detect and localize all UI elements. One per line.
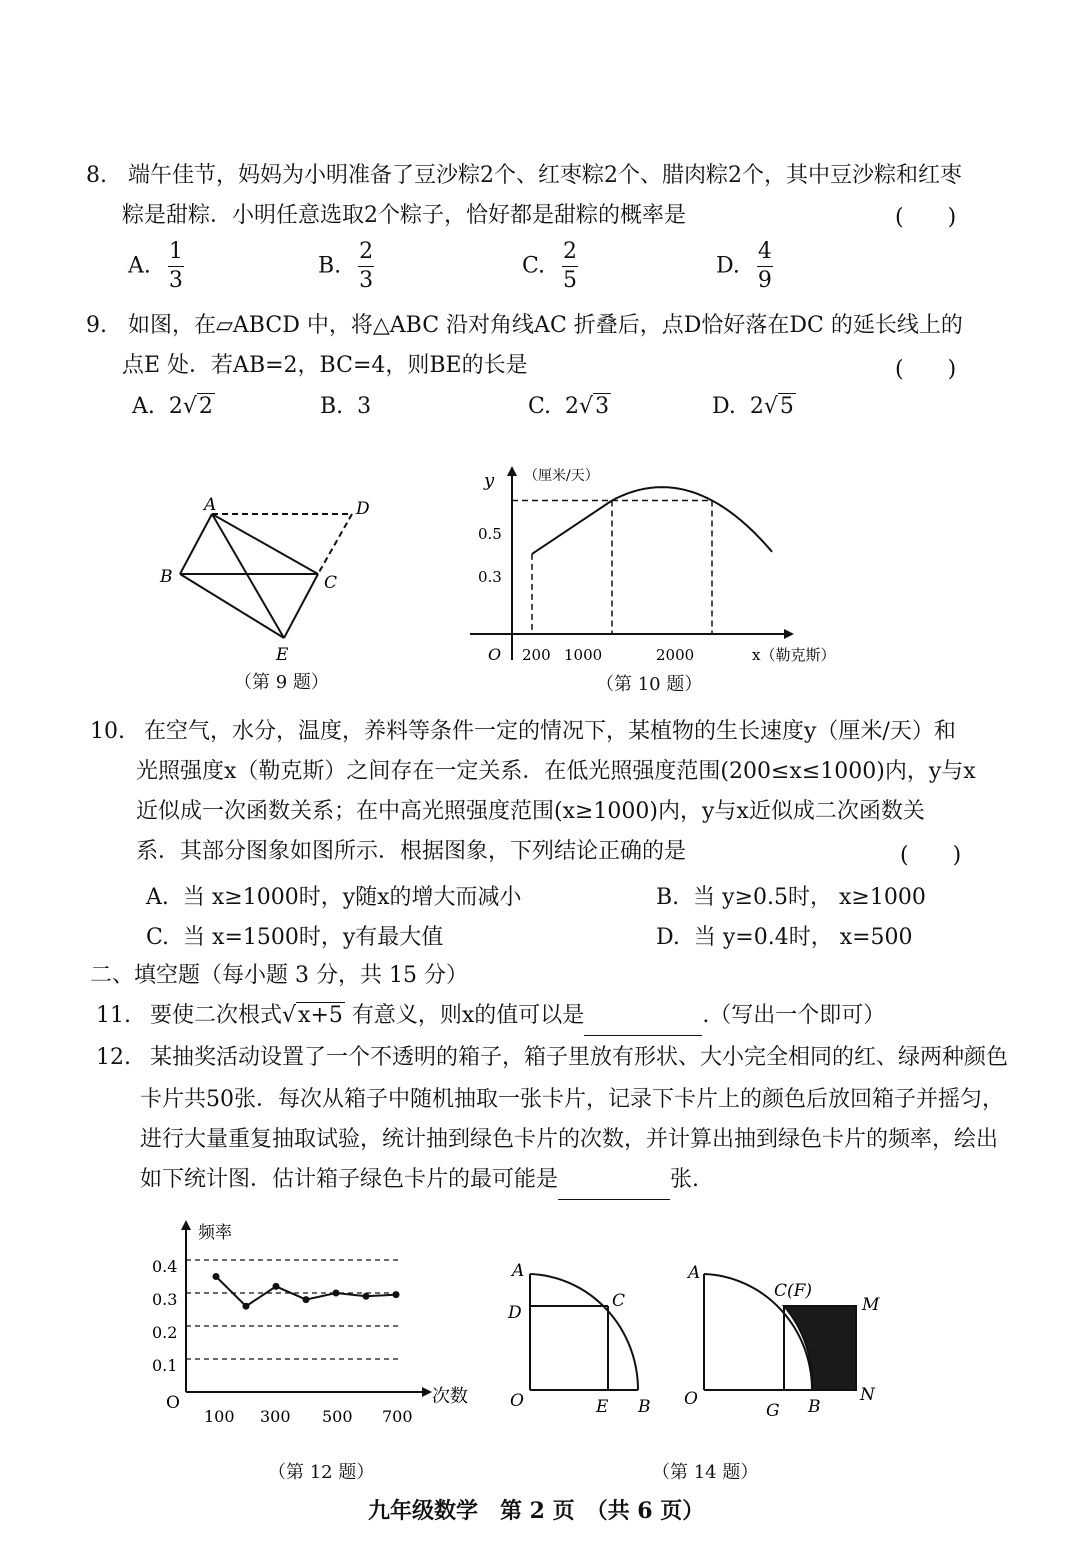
fig14l-label-o: O [510, 1391, 524, 1411]
q10-option-d: D. 当 y=0.4时， x=500 [656, 925, 913, 950]
q10-text-1: 在空气，水分，温度，养料等条件一定的情况下，某植物的生长速度y（厘米/天）和 [144, 719, 956, 744]
q9-line1 [86, 306, 963, 346]
page-footer: 九年级数学 第 2 页 （共 6 页） [368, 1498, 705, 1524]
fig14l-label-e: E [596, 1397, 609, 1417]
q9-option-a: A. 2√2 [132, 394, 213, 419]
fig12-origin: O [166, 1393, 180, 1413]
fig14r-label-g: G [766, 1401, 780, 1420]
q10-option-c: C. 当 x=1500时，y有最大值 [146, 925, 444, 950]
q12-text-2: 卡片共50张．每次从箱子中随机抽取一张卡片，记录下卡片上的颜色后放回箱子并摇匀， [140, 1087, 1004, 1112]
fig12-xtick-700: 700 [382, 1407, 413, 1426]
fig10-linear-segment [532, 501, 612, 554]
q9-option-d: D. 2√5 [712, 394, 794, 419]
fig9-segment-ab [180, 514, 212, 574]
q8-text-1: 端午佳节，妈妈为小明准备了豆沙粽2个、红枣粽2个、腊肉粽2个，其中豆沙粽和红枣 [128, 163, 962, 188]
fig10-y-axis-label: y [484, 470, 495, 491]
q12-number: 12. [96, 1045, 131, 1070]
fig9-label-b: B [160, 567, 173, 587]
q12-line4: 如下统计图．估计箱子绿色卡片的最可能是 张. [140, 1160, 699, 1200]
fig14r-label-b: B [808, 1397, 821, 1417]
fig12-x-label: 次数 [432, 1386, 468, 1407]
figure-9 [150, 488, 390, 668]
q8-option-d: D. $\frac{4}{9}$ [716, 239, 772, 293]
fig12-caption: （第 12 题） [268, 1462, 375, 1483]
fig14r-label-m: M [862, 1295, 880, 1315]
fig12-xtick-100: 100 [204, 1407, 235, 1426]
fig9-caption: （第 9 题） [234, 672, 329, 693]
fig14-caption: （第 14 题） [652, 1462, 759, 1483]
fig12-xtick-300: 300 [260, 1407, 291, 1426]
q10-text-4: 系．其部分图象如图所示．根据图象，下列结论正确的是 [136, 839, 687, 864]
fig14r-label-o: O [684, 1389, 698, 1409]
q11-number: 11. [96, 1003, 131, 1028]
fig14l-label-c: C [612, 1291, 626, 1311]
fig14l-label-b: B [638, 1397, 651, 1417]
q8-number: 8. [86, 163, 107, 188]
fig10-origin: O [488, 645, 502, 664]
fig9-label-d: D [356, 499, 370, 519]
fig14r-label-a: A [688, 1263, 701, 1283]
q8-line1 [86, 156, 962, 196]
fig12-y-arrow [181, 1220, 191, 1230]
fig10-xtick-200: 200 [522, 646, 551, 664]
q10-option-b: B. 当 y≥0.5时， x≥1000 [656, 885, 926, 910]
fig9-label-a: A [204, 495, 217, 515]
fig10-x-arrow [784, 629, 794, 639]
fig14r-label-cf: C(F) [774, 1281, 813, 1301]
figure-14-right [680, 1250, 890, 1420]
q10-text-2: 光照强度x（勒克斯）之间存在一定关系．在低光照强度范围(200≤x≤1000)内，y与x [136, 759, 976, 784]
fig10-xtick-2000: 2000 [656, 646, 695, 664]
q8-text-2: 粽是甜粽．小明任意选取2个粽子，恰好都是甜粽的概率是 [122, 203, 686, 228]
fig14l-label-a: A [512, 1261, 525, 1281]
fig12-point-700 [393, 1291, 400, 1298]
fig9-label-c: C [324, 573, 338, 593]
q8-option-b: B. $\frac{2}{3}$ [318, 239, 374, 293]
fig12-point-300 [273, 1283, 280, 1290]
figure-10-chart [460, 462, 850, 672]
fig12-point-200 [243, 1303, 250, 1310]
q11-radicand: x+5 [298, 1003, 343, 1028]
fig12-ytick-0.1: 0.1 [152, 1356, 178, 1375]
fig10-x-axis-label: x（勒克斯） [752, 646, 836, 664]
fig9-segment-be [180, 574, 284, 638]
q11-line: 11. 要使二次根式√x+5 有意义，则x的值可以是 .（写出一个即可） [96, 996, 885, 1036]
fig12-ytick-0.3: 0.3 [152, 1290, 178, 1309]
fig9-segment-ce [284, 574, 318, 638]
fig14l-label-d: D [508, 1303, 522, 1323]
q9-text-2: 点E 处．若AB=2，BC=4，则BE的长是 [122, 353, 528, 378]
fig12-ytick-0.4: 0.4 [152, 1257, 178, 1276]
fig12-point-400 [303, 1296, 310, 1303]
fig12-ytick-0.2: 0.2 [152, 1323, 178, 1342]
fig10-ytick-0.5: 0.5 [478, 525, 502, 543]
fig9-segment-ac [212, 514, 318, 574]
fig12-point-500 [333, 1290, 340, 1297]
fig10-parabola-segment [612, 487, 772, 552]
q9-option-c: C. 2√3 [528, 394, 610, 419]
fig12-y-label: 频率 [198, 1223, 232, 1243]
figure-14-left [500, 1250, 670, 1420]
q12-text-3: 进行大量重复抽取试验，统计抽到绿色卡片的次数，并计算出抽到绿色卡片的频率，绘出 [140, 1127, 999, 1152]
q12-answer-blank[interactable] [558, 1169, 670, 1200]
fig10-xtick-1000: 1000 [564, 646, 603, 664]
section-title-fill-in: 二、填空题（每小题 3 分，共 15 分） [90, 963, 468, 988]
fig10-y-arrow [507, 466, 517, 476]
fig9-label-e: E [276, 645, 289, 665]
fig12-point-100 [213, 1273, 220, 1280]
q12-line1 [96, 1038, 1008, 1078]
q8-option-c: C. $\frac{2}{5}$ [522, 239, 578, 293]
fig10-caption: （第 10 题） [596, 674, 703, 695]
fig9-segment-ae [212, 514, 284, 638]
fig14r-shaded-region [784, 1306, 856, 1390]
q9-option-b: B. 3 [320, 394, 372, 419]
fig10-ytick-0.3: 0.3 [478, 568, 502, 586]
q9-answer-paren: ( ) [895, 357, 957, 382]
fig12-point-600 [363, 1293, 370, 1300]
fig14r-label-n: N [860, 1385, 875, 1405]
q10-text-3: 近似成一次函数关系；在中高光照强度范围(x≥1000)内，y与x近似成二次函数关 [136, 799, 925, 824]
q11-answer-blank[interactable] [584, 1005, 702, 1036]
q12-text-1: 某抽奖活动设置了一个不透明的箱子，箱子里放有形状、大小完全相同的红、绿两种颜色 [150, 1045, 1009, 1070]
q10-option-a: A. 当 x≥1000时，y随x的增大而减小 [146, 885, 522, 910]
q10-line1 [90, 712, 956, 752]
fig10-y-unit: （厘米/天） [524, 468, 599, 484]
fig12-x-arrow [422, 1387, 432, 1397]
q10-answer-paren: ( ) [900, 843, 962, 868]
q10-number: 10. [90, 719, 125, 744]
q9-number: 9. [86, 313, 107, 338]
q8-option-a: A. $\frac{1}{3}$ [128, 239, 183, 293]
q9-text-1: 如图，在▱ABCD 中，将△ABC 沿对角线AC 折叠后，点D恰好落在DC 的延长线上的 [128, 313, 963, 338]
q8-answer-paren: ( ) [895, 205, 957, 230]
figure-12-chart [150, 1218, 480, 1428]
fig12-xtick-500: 500 [322, 1407, 353, 1426]
fig9-segment-dc [318, 514, 352, 574]
